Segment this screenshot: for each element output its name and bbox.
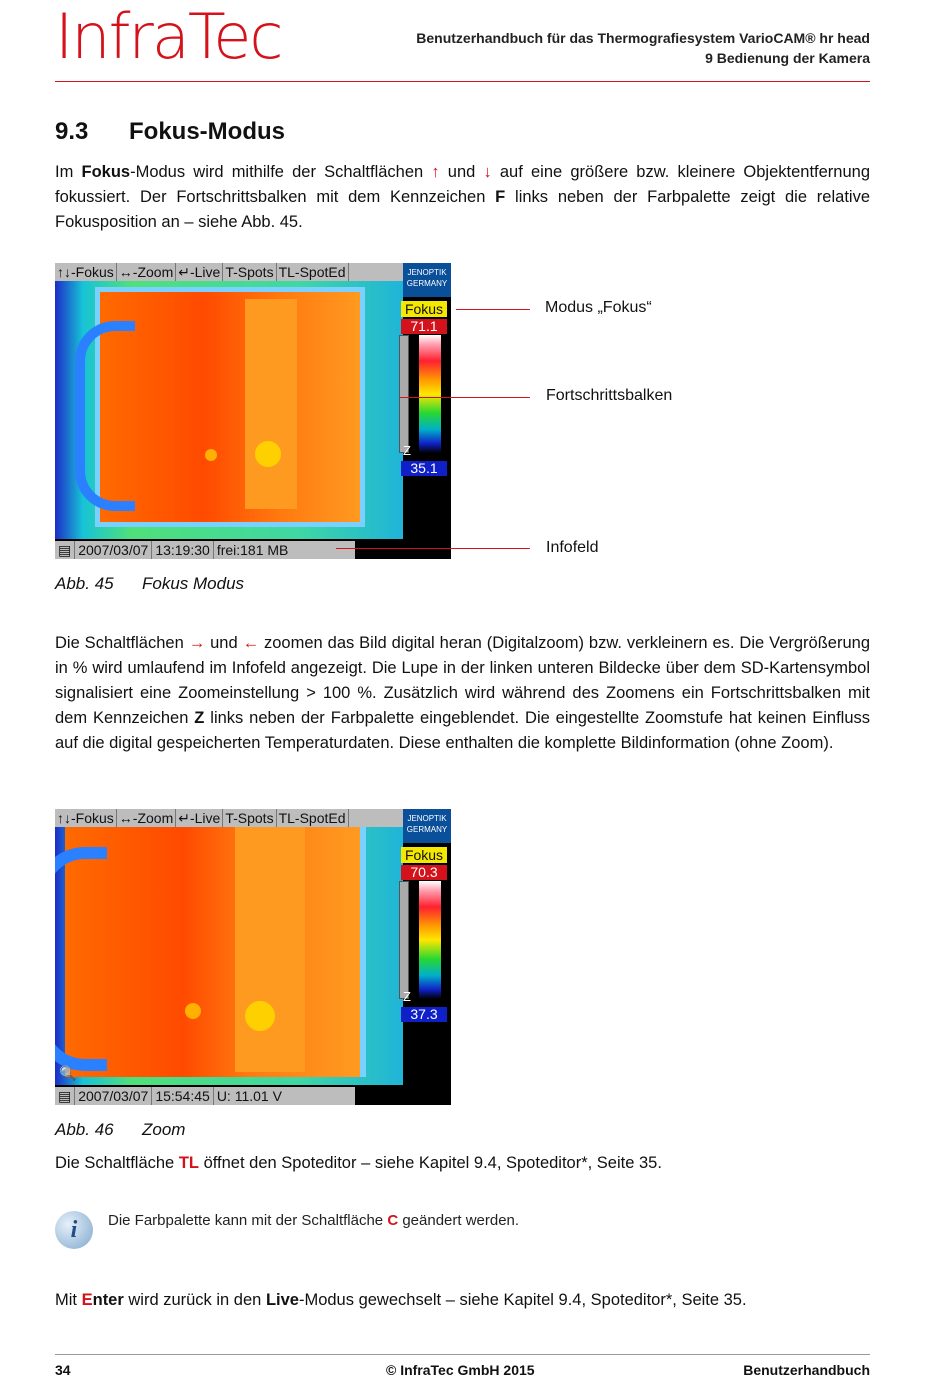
footer-copyright: © InfraTec GmbH 2015 <box>386 1362 535 1378</box>
sd-card-icon: ▤ <box>58 542 72 558</box>
info-field: ▤ 2007/03/07 13:19:30 frei:181 MB <box>55 541 355 559</box>
mode-label: Fokus <box>401 301 447 317</box>
camera-toolbar: ↑↓-Fokus ↔-Zoom ↵-Live T-Spots TL-SpotEd <box>55 809 403 827</box>
caption-fig45-text: Fokus Modus <box>142 574 245 593</box>
thermal-image-zoom <box>55 809 451 1105</box>
temp-max: 70.3 <box>401 865 447 880</box>
caption-fig46-text: Zoom <box>142 1120 186 1139</box>
color-palette <box>419 881 441 999</box>
enter-paragraph: Mit Enter wird zurück in den Live-Modus gewechselt – siehe Kapitel 9.4, Spoteditor*, Seite 35. <box>55 1291 747 1309</box>
section-number: 9.3 <box>55 118 89 145</box>
sd-card-icon: ▤ <box>58 1088 72 1104</box>
header-chapter: 9 Bedienung der Kamera <box>705 50 870 66</box>
bar-letter: Z <box>403 989 411 1004</box>
temp-max: 71.1 <box>401 319 447 334</box>
info-note: Die Farbpalette kann mit der Schaltfläche C geändert werden. <box>108 1212 520 1229</box>
jenoptik-logo: JENOPTIK GERMANY <box>403 809 451 843</box>
arrow-down-icon: ↓ <box>483 163 492 181</box>
magnifier-icon: 🔍 <box>59 1065 77 1081</box>
thermal-image-focus <box>55 263 451 559</box>
callout-line-mode <box>456 309 530 310</box>
mode-label: Fokus <box>401 847 447 863</box>
header-title: Benutzerhandbuch für das Thermografiesystem VarioCAM® hr head <box>416 30 870 46</box>
thermal-scene <box>55 281 403 539</box>
callout-line-info <box>336 548 530 549</box>
info-icon: i <box>55 1211 93 1249</box>
progress-bar <box>399 335 409 453</box>
thermal-scene <box>55 827 403 1085</box>
callout-mode: Modus „Fokus“ <box>545 299 652 316</box>
page-number: 34 <box>55 1362 71 1378</box>
arrow-left-icon: ← <box>242 634 260 652</box>
logo-text: InfraTec <box>55 0 282 73</box>
section-heading <box>55 118 285 146</box>
arrow-right-icon: → <box>188 634 206 652</box>
info-field: ▤ 2007/03/07 15:54:45 U: 11.01 V <box>55 1087 355 1105</box>
bar-letter: Z <box>403 443 411 458</box>
progress-bar <box>399 881 409 999</box>
camera-toolbar: ↑↓-Fokus ↔-Zoom ↵-Live T-Spots TL-SpotEd <box>55 263 403 281</box>
arrow-up-icon: ↑ <box>431 163 440 181</box>
callout-line-progress <box>400 397 530 398</box>
jenoptik-logo: JENOPTIK GERMANY <box>403 263 451 297</box>
infratec-logo <box>55 0 282 73</box>
temp-min: 35.1 <box>401 461 447 476</box>
intro-paragraph: Im Fokus-Modus wird mithilfe der Schaltflächen ↑ und ↓ auf eine größere bzw. kleinere Objektentfernung fokussiert. Der Fortschrittsbalken mit dem Kennzeichen F links neben der Farbpalette zeigt die relative Fokusposition an – siehe Abb. 45. <box>55 163 870 231</box>
zoom-paragraph: Die Schaltflächen → und ← zoomen das Bild digital heran (Digitalzoom) bzw. verkleinern es. Die Vergrößerung in % wird umlaufend im Infofeld angezeigt. Die Lupe in der linken unteren Bildecke über dem SD-Kartensymbol signalisiert eine Zoomeinstellung > 100 %. Zusätzlich wird während des Zoomens ein Fortschrittsbalken mit dem Kennzeichen Z links neben der Farbpalette eingeblendet. Die eingestellte Zoomstufe hat keinen Einfluss auf die digital gespeicherten Temperaturdaten. Diese enthalten die komplette Bildinformation (ohne Zoom). <box>55 634 870 752</box>
header-rule <box>55 81 870 82</box>
callout-progress: Fortschrittsbalken <box>546 387 673 404</box>
section-title: Fokus-Modus <box>129 118 285 145</box>
spoteditor-paragraph: Die Schaltfläche TL öffnet den Spoteditor – siehe Kapitel 9.4, Spoteditor*, Seite 35. <box>55 1154 662 1172</box>
callout-info: Infofeld <box>546 539 599 556</box>
caption-fig46-num: Abb. 46 <box>55 1120 114 1139</box>
footer-rule <box>55 1354 870 1355</box>
color-palette <box>419 335 441 453</box>
caption-fig45-num: Abb. 45 <box>55 574 114 593</box>
temp-min: 37.3 <box>401 1007 447 1022</box>
footer-doc: Benutzerhandbuch <box>743 1362 870 1378</box>
